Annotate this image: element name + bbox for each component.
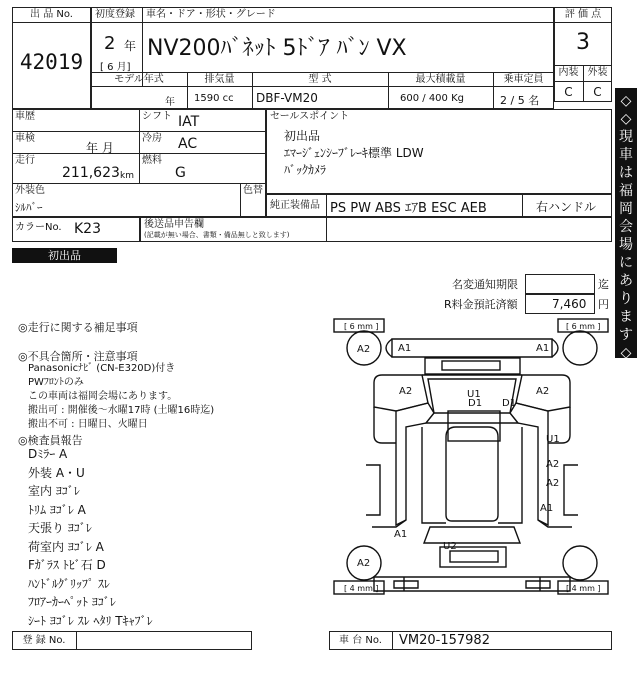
damage-mark: A2 — [546, 459, 560, 470]
exterior-color: ｼﾙﾊﾞｰ — [15, 201, 43, 214]
inspector-line: Fｶﾞﾗｽ ﾄﾋﾞ石 D — [28, 558, 106, 572]
color-change-label: 色替 — [243, 185, 263, 196]
sales-point-2: ｴﾏｰｼﾞｪﾝｼｰﾌﾞﾚｰｷ標準 LDW — [284, 146, 424, 160]
damage-mark: U2 — [443, 541, 457, 552]
inspector-line: 荷室内 ﾖｺﾞﾚ A — [28, 539, 104, 554]
inspector-report — [28, 445, 153, 630]
post-delivery-label: 後送品申告欄 — [144, 219, 204, 230]
shift: IAT — [178, 114, 200, 130]
capacity: 2 / 5 名 — [500, 94, 540, 107]
damage-mark: A2 — [546, 478, 560, 489]
damage-mark: D1 — [502, 398, 517, 409]
registration-month: [ 6 月] — [100, 62, 131, 73]
inspection-label: 車検 — [15, 133, 35, 144]
aircon-label: 冷房 — [142, 133, 162, 144]
damage-mark: U1 — [467, 389, 481, 400]
interior-grade-label: 内装 — [558, 67, 579, 78]
fuel-label: 燃料 — [142, 155, 162, 166]
defect-line: Panasonicﾅﾋﾞ (CN-E320D)付き — [28, 363, 176, 374]
tire-tread-front-left: [ 6 mm ] — [344, 322, 379, 331]
inspector-line: ﾄﾘﾑ ﾖｺﾞﾚ A — [28, 502, 86, 517]
sales-point-1: 初出品 — [284, 129, 321, 143]
inspector-line: Dﾐﾗｰ A — [28, 447, 68, 461]
defect-line: この車両は福岡会場にあります。 — [28, 391, 178, 402]
first-registration-label: 初度登録 — [95, 9, 135, 20]
damage-mark: A1 — [536, 343, 550, 354]
exterior-color-label: 外装色 — [15, 185, 45, 196]
inspector-line: 天張り ﾖｺﾞﾚ — [28, 521, 92, 535]
tire-tread-front-right: [ 6 mm ] — [566, 322, 601, 331]
car-condition-diagram — [330, 315, 612, 627]
inspector-report-title: ◎検査員報告 — [18, 434, 83, 447]
location-notice: ◇ ◇ 現 車 は 福 岡 会 場 に あ り ま す ◇ ◇ — [619, 93, 633, 379]
recycle-fee: 7,460 — [552, 297, 587, 311]
damage-mark: A1 — [394, 529, 408, 540]
defect-line: 搬出可 : 開催後～水曜17時 (土曜16時迄) — [28, 405, 215, 416]
displacement: 1590 cc — [194, 93, 234, 104]
interior-grade: C — [564, 85, 573, 99]
car-name: NV200ﾊﾞﾈｯﾄ 5ﾄﾞｱ ﾊﾞﾝ VX — [147, 36, 407, 61]
defect-line: PWﾌﾛﾝﾄのみ — [28, 377, 84, 388]
defect-notes — [28, 362, 214, 432]
name-change-unit: 迄 — [598, 278, 609, 291]
displacement-label: 排気量 — [204, 74, 235, 85]
damage-mark: A2 — [357, 558, 371, 569]
registration-year-unit: 年 — [124, 39, 137, 53]
post-delivery-note: (記載が無い場合、書類・備品無しと致します) — [144, 231, 290, 239]
damage-mark: D1 — [468, 398, 483, 409]
fuel: G — [175, 165, 186, 181]
mileage-unit: km — [120, 171, 134, 181]
first-listing-badge: 初出品 — [12, 248, 117, 263]
damage-mark: A1 — [540, 503, 554, 514]
inspector-line: ﾊﾝﾄﾞﾙｸﾞﾘｯﾌﾟ ｽﾚ — [28, 576, 110, 591]
capacity-label: 乗車定員 — [503, 74, 544, 85]
registration-year: 2 — [104, 33, 116, 54]
damage-mark: A1 — [398, 343, 412, 354]
name-change-label: 名変通知期限 — [452, 278, 518, 291]
inspector-line: ｼｰﾄ ﾖｺﾞﾚ ｽﾚ ﾍﾀﾘ Tｷｬﾌﾞﾚ — [28, 613, 153, 628]
model-year-label: モデル年式 — [114, 74, 164, 85]
tire-tread-rear-right: [ 4 mm ] — [566, 584, 601, 593]
max-load: 600 / 400 Kg — [400, 93, 464, 104]
defect-line: 搬出不可 : 日曜日、火曜日 — [28, 419, 148, 430]
model-type-label: 型 式 — [308, 74, 332, 85]
damage-mark: U1 — [546, 434, 560, 445]
sales-points-label: セールスポイント — [270, 111, 350, 122]
registration-number-label: 登 録 No. — [22, 635, 66, 646]
model-code: DBF-VM20 — [256, 91, 318, 105]
color-number-label: カラーNo. — [15, 222, 62, 233]
max-load-label: 最大積載量 — [415, 74, 466, 85]
exterior-grade: C — [593, 85, 602, 99]
evaluation-label: 評 価 点 — [564, 9, 602, 20]
equipment-label: 純正装備品 — [270, 200, 320, 211]
chassis-number: VM20-157982 — [399, 633, 490, 648]
inspection-date: 年 月 — [86, 141, 114, 155]
inspector-line: 外装 A・U — [28, 465, 85, 480]
steering-side: 右ハンドル — [536, 200, 597, 214]
equipment: PS PW ABS ｴｱB ESC AEB — [330, 201, 487, 216]
damage-mark: A2 — [536, 386, 550, 397]
exterior-grade-label: 外装 — [587, 67, 608, 78]
location-sidebar — [615, 88, 637, 379]
damage-mark: A2 — [357, 344, 371, 355]
color-number: K23 — [74, 221, 101, 237]
car-name-label: 車名・ドア・形状・グレード — [146, 9, 276, 20]
recycle-fee-unit: 円 — [598, 298, 609, 311]
damage-mark: A2 — [399, 386, 413, 397]
tire-tread-rear-left: [ 4 mm ] — [344, 584, 379, 593]
lot-number-label: 出 品 No. — [30, 9, 73, 20]
mileage-label: 走行 — [15, 155, 35, 166]
aircon: AC — [178, 136, 198, 152]
mileage: 211,623 — [62, 165, 120, 181]
evaluation-score: 3 — [576, 30, 590, 55]
shift-label: シフト — [142, 111, 172, 122]
sales-point-3: ﾊﾞｯｸｶﾒﾗ — [284, 163, 327, 177]
lot-number: 42019 — [19, 50, 84, 74]
driving-notes-title: ◎走行に関する補足事項 — [18, 321, 138, 334]
chassis-number-label: 車 台 No. — [339, 635, 382, 646]
name-change-field — [525, 274, 595, 294]
history-label: 車歴 — [15, 111, 35, 122]
inspector-line: 室内 ﾖｺﾞﾚ — [28, 484, 80, 498]
recycle-fee-label: R料金預託済額 — [444, 298, 518, 311]
model-year-unit: 年 — [165, 97, 175, 108]
inspector-line: ﾌﾛｱｰｶｰﾍﾟｯﾄ ﾖｺﾞﾚ — [28, 595, 116, 609]
defect-notes-title: ◎不具合箇所・注意事項 — [18, 350, 138, 363]
